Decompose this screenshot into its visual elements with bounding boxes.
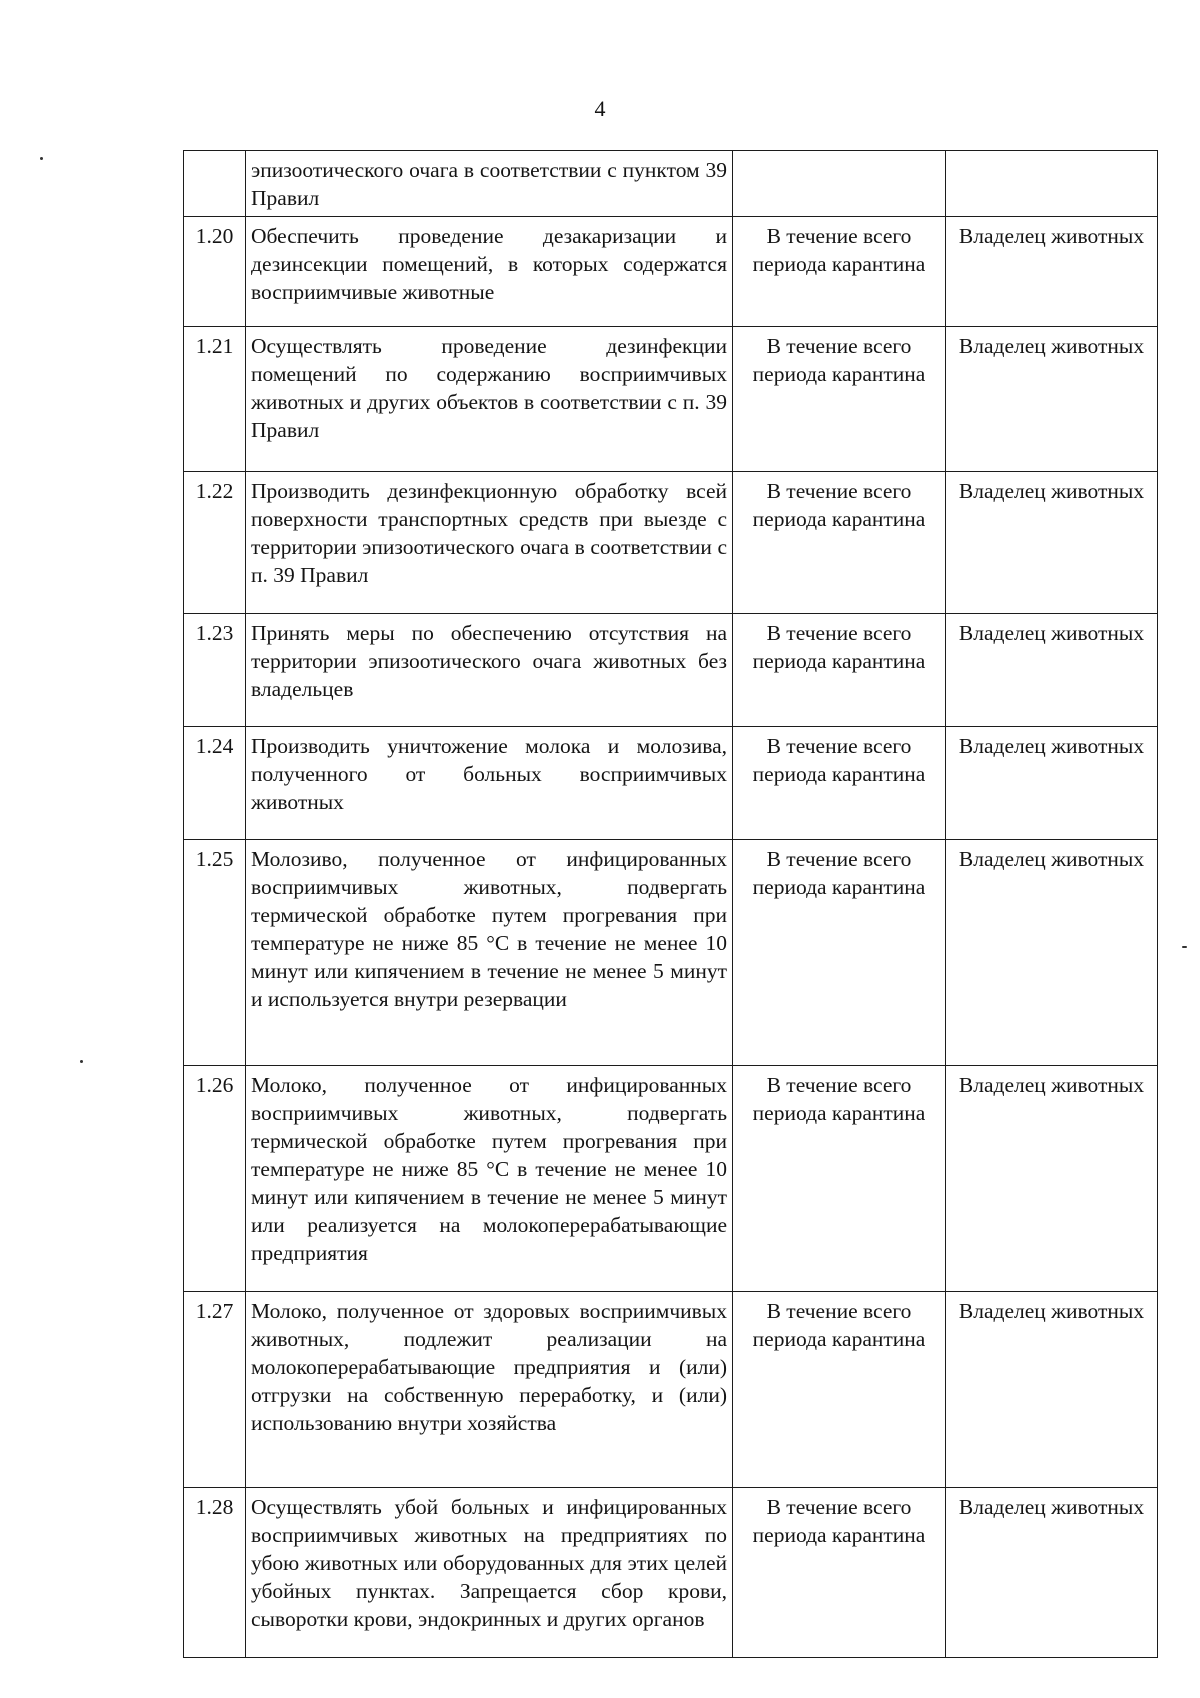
table-row: [184, 840, 1158, 1066]
measure-text: Производить уничтожение молока и молозива, полученного от больных восприимчивых животных: [246, 727, 733, 840]
row-number: 1.23: [184, 614, 246, 727]
row-number: 1.21: [184, 327, 246, 472]
term-text: В течение всего периода карантина: [733, 1292, 946, 1488]
responsible-text: Владелец животных: [946, 1066, 1158, 1292]
measure-text: эпизоотического очага в соответствии с пунктом 39 Правил: [246, 151, 733, 217]
responsible-text: Владелец животных: [946, 727, 1158, 840]
page-number: 4: [594, 96, 606, 121]
measure-text: Обеспечить проведение дезакаризации и дезинсекции помещений, в которых содержатся восприимчивые животные: [246, 217, 733, 327]
table-row: [184, 151, 1158, 217]
table-row: [184, 1488, 1158, 1658]
measure-text: Молозиво, полученное от инфицированных восприимчивых животных, подвергать термической обработке путем прогревания при температуре не ниже 85 °С в течение не менее 10 минут или кипячением в течение не менее 5 минут и используется внутри резервации: [246, 840, 733, 1066]
responsible-text: [946, 151, 1158, 217]
measure-text: Осуществлять проведение дезинфекции помещений по содержанию восприимчивых животных и других объектов в соответствии с п. 39 Правил: [246, 327, 733, 472]
table-row: [184, 1292, 1158, 1488]
table-row: [184, 1066, 1158, 1292]
row-number: 1.27: [184, 1292, 246, 1488]
row-number: 1.22: [184, 472, 246, 614]
measure-text: Принять меры по обеспечению отсутствия на территории эпизоотического очага животных без владельцев: [246, 614, 733, 727]
measure-text: Производить дезинфекционную обработку всей поверхности транспортных средств при выезде с территории эпизоотического очага в соответствии с п. 39 Правил: [246, 472, 733, 614]
scan-speck: [80, 1060, 83, 1063]
measure-text: Осуществлять убой больных и инфицированных восприимчивых животных на предприятиях по убою животных или оборудованных для этих целей убойных пунктах. Запрещается сбор крови, сыворотки крови, эндокринных и других органов: [246, 1488, 733, 1658]
row-number: 1.28: [184, 1488, 246, 1658]
term-text: В течение всего периода карантина: [733, 840, 946, 1066]
responsible-text: Владелец животных: [946, 217, 1158, 327]
term-text: В течение всего периода карантина: [733, 217, 946, 327]
table-row: [184, 472, 1158, 614]
responsible-text: Владелец животных: [946, 840, 1158, 1066]
term-text: В течение всего периода карантина: [733, 614, 946, 727]
table-row: [184, 217, 1158, 327]
responsible-text: Владелец животных: [946, 472, 1158, 614]
responsible-text: Владелец животных: [946, 1292, 1158, 1488]
measure-text: Молоко, полученное от инфицированных восприимчивых животных, подвергать термической обработке путем прогревания при температуре не ниже 85 °С в течение не менее 10 минут или кипячением в течение не менее 5 минут или реализуется на молокоперерабатывающие предприятия: [246, 1066, 733, 1292]
term-text: В течение всего периода карантина: [733, 1488, 946, 1658]
measures-table: [183, 150, 1158, 1658]
scan-speck: [1182, 946, 1187, 948]
term-text: В течение всего периода карантина: [733, 1066, 946, 1292]
responsible-text: Владелец животных: [946, 1488, 1158, 1658]
row-number: [184, 151, 246, 217]
responsible-text: Владелец животных: [946, 614, 1158, 727]
table-row: [184, 327, 1158, 472]
row-number: 1.25: [184, 840, 246, 1066]
term-text: В течение всего периода карантина: [733, 472, 946, 614]
row-number: 1.20: [184, 217, 246, 327]
table-row: [184, 614, 1158, 727]
scan-speck: [40, 157, 43, 160]
term-text: В течение всего периода карантина: [733, 727, 946, 840]
row-number: 1.26: [184, 1066, 246, 1292]
measure-text: Молоко, полученное от здоровых восприимчивых животных, подлежит реализации на молокоперерабатывающие предприятия и (или) отгрузки на собственную переработку, и (или) использованию внутри хозяйства: [246, 1292, 733, 1488]
row-number: 1.24: [184, 727, 246, 840]
responsible-text: Владелец животных: [946, 327, 1158, 472]
table-row: [184, 727, 1158, 840]
term-text: [733, 151, 946, 217]
term-text: В течение всего периода карантина: [733, 327, 946, 472]
